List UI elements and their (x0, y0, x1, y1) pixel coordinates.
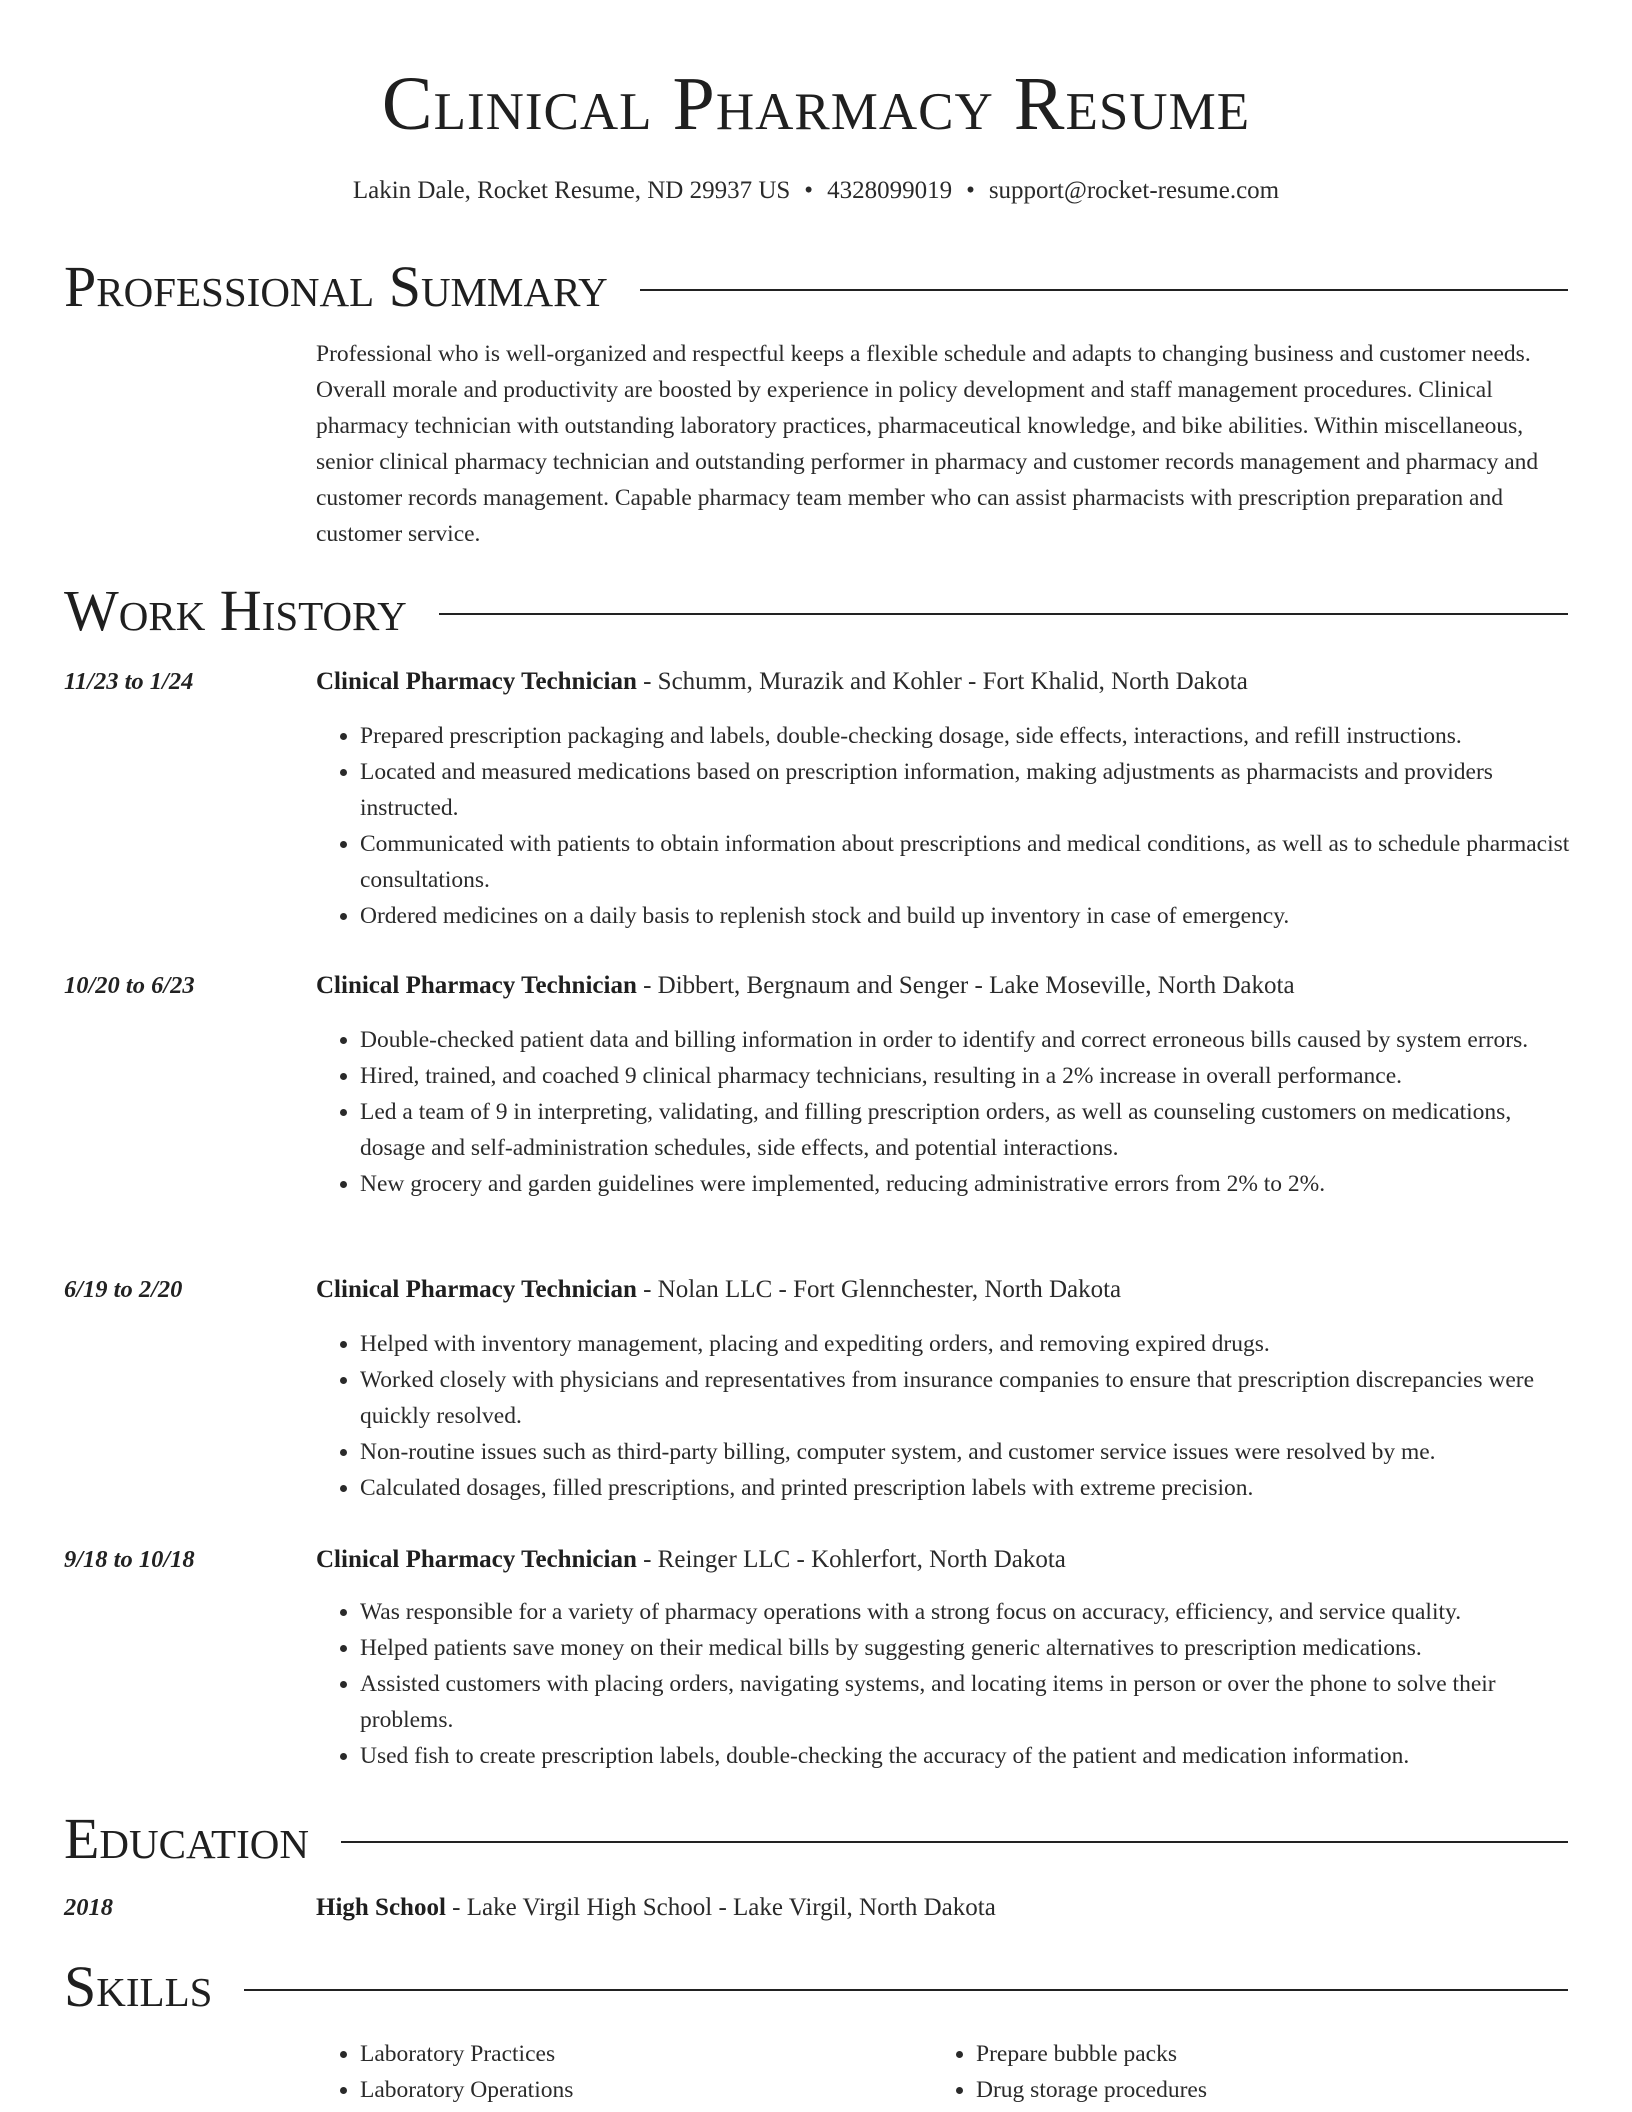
job-title: Clinical Pharmacy Technician (316, 668, 637, 695)
skill-item: • Drug storage procedures (976, 2072, 1572, 2108)
education-section-header (64, 1804, 1568, 1874)
job-bullet: • Hired, trained, and coached 9 clinical pharmacy technicians, resulting in a 2% increase in overall performance. (360, 1058, 1578, 1094)
education-school: - Lake Virgil High School - Lake Virgil, North Dakota (445, 1894, 996, 1921)
job-bullet: • Calculated dosages, filled prescriptions, and printed prescription labels with extreme precision. (360, 1470, 1578, 1506)
contact-address: Lakin Dale, Rocket Resume, ND 29937 US (352, 177, 791, 204)
job-dates: 9/18 to 10/18 (64, 1546, 195, 1573)
contact-email: support@rocket-resume.com (988, 177, 1280, 204)
job-title: Clinical Pharmacy Technician (316, 1276, 637, 1303)
job-bullet: • Used fish to create prescription labels, double-checking the accuracy of the patient and medication information. (360, 1738, 1578, 1774)
job-bullet: • New grocery and garden guidelines were implemented, reducing administrative errors from 2% to 2%. (360, 1166, 1578, 1202)
section-heading-skills: Skills (64, 1954, 213, 2019)
skill-item: • Laboratory Operations (360, 2072, 916, 2108)
job-dates: 11/23 to 1/24 (64, 668, 194, 695)
skill-item: • Prepare bubble packs (976, 2036, 1572, 2072)
contact-separator: • (966, 177, 975, 204)
education-header (316, 1890, 1578, 1926)
job-header (316, 1272, 1578, 1308)
job-employer: - Schumm, Murazik and Kohler - Fort Khalid, North Dakota (636, 668, 1248, 695)
job-bullet: • Communicated with patients to obtain information about prescriptions and medical conditions, as well as to schedule pharmacist consultations. (360, 826, 1578, 898)
job-header (316, 664, 1578, 700)
job-bullet: • Double-checked patient data and billing information in order to identify and correct erroneous bills caused by system errors. (360, 1022, 1578, 1058)
job-employer: - Dibbert, Bergnaum and Senger - Lake Moseville, North Dakota (636, 972, 1295, 999)
job-bullet: • Located and measured medications based on prescription information, making adjustments as pharmacists and providers instructed. (360, 754, 1578, 826)
job-bullet: • Helped patients save money on their medical bills by suggesting generic alternatives to prescription medications. (360, 1630, 1578, 1666)
contact-phone: 4328099019 (827, 177, 953, 204)
summary-section-header (64, 252, 1568, 322)
contact-line (0, 174, 1632, 208)
skills-section-header (64, 1952, 1568, 2022)
job-header (316, 1542, 1578, 1578)
section-divider (640, 289, 1568, 291)
section-divider (244, 1989, 1568, 1991)
job-bullet: • Led a team of 9 in interpreting, validating, and filling prescription orders, as well as counseling customers on medications, dosage and self-administration schedules, side effects, and potential interactions. (360, 1094, 1578, 1166)
education-year: 2018 (64, 1894, 113, 1921)
job-bullet: • Prepared prescription packaging and labels, double-checking dosage, side effects, interactions, and refill instructions. (360, 718, 1578, 754)
job-bullets (316, 718, 1578, 934)
job-title: Clinical Pharmacy Technician (316, 972, 637, 999)
job-bullet: • Was responsible for a variety of pharmacy operations with a strong focus on accuracy, efficiency, and service quality. (360, 1594, 1578, 1630)
job-dates: 10/20 to 6/23 (64, 972, 195, 999)
skill-item: • Laboratory Practices (360, 2036, 916, 2072)
job-title: Clinical Pharmacy Technician (316, 1546, 637, 1573)
section-heading-work: Work History (64, 578, 407, 643)
work-section-header (64, 576, 1568, 646)
job-bullets (316, 1594, 1578, 1774)
section-divider (341, 1841, 1568, 1843)
job-bullet: • Worked closely with physicians and representatives from insurance companies to ensure that prescription discrepancies were quickly resolved. (360, 1362, 1578, 1434)
section-heading-summary: Professional Summary (64, 254, 608, 319)
skills-list-right (932, 2036, 1572, 2108)
contact-separator: • (804, 177, 814, 204)
section-heading-education: Education (64, 1806, 309, 1871)
skills-list-left (316, 2036, 916, 2108)
job-employer: - Reinger LLC - Kohlerfort, North Dakota (636, 1546, 1066, 1573)
job-dates: 6/19 to 2/20 (64, 1276, 183, 1303)
education-degree: High School (316, 1894, 446, 1921)
job-bullets (316, 1326, 1578, 1506)
job-bullet: • Non-routine issues such as third-party billing, computer system, and customer service issues were resolved by me. (360, 1434, 1578, 1470)
resume-title: Clinical Pharmacy Resume (381, 62, 1251, 146)
summary-text: Professional who is well-organized and respectful keeps a flexible schedule and adapts to changing business and customer needs. Overall morale and productivity are boosted by experience in policy development and staff management procedures. Clinical pharmacy technician with outstanding laboratory practices, pharmaceutical knowledge, and bike abilities. Within miscellaneous, senior clinical pharmacy technician and outstanding performer in pharmacy and customer records management and pharmacy and customer records management. Capable pharmacy team member who can assist pharmacists with prescription preparation and customer service. (316, 341, 1539, 547)
job-bullet: • Assisted customers with placing orders, navigating systems, and locating items in person or over the phone to solve their problems. (360, 1666, 1578, 1738)
job-bullet: • Ordered medicines on a daily basis to replenish stock and build up inventory in case of emergency. (360, 898, 1578, 934)
job-employer: - Nolan LLC - Fort Glennchester, North Dakota (636, 1276, 1122, 1303)
job-header (316, 968, 1578, 1004)
job-bullets (316, 1022, 1578, 1202)
section-divider (439, 613, 1568, 615)
job-bullet: • Helped with inventory management, placing and expediting orders, and removing expired drugs. (360, 1326, 1578, 1362)
